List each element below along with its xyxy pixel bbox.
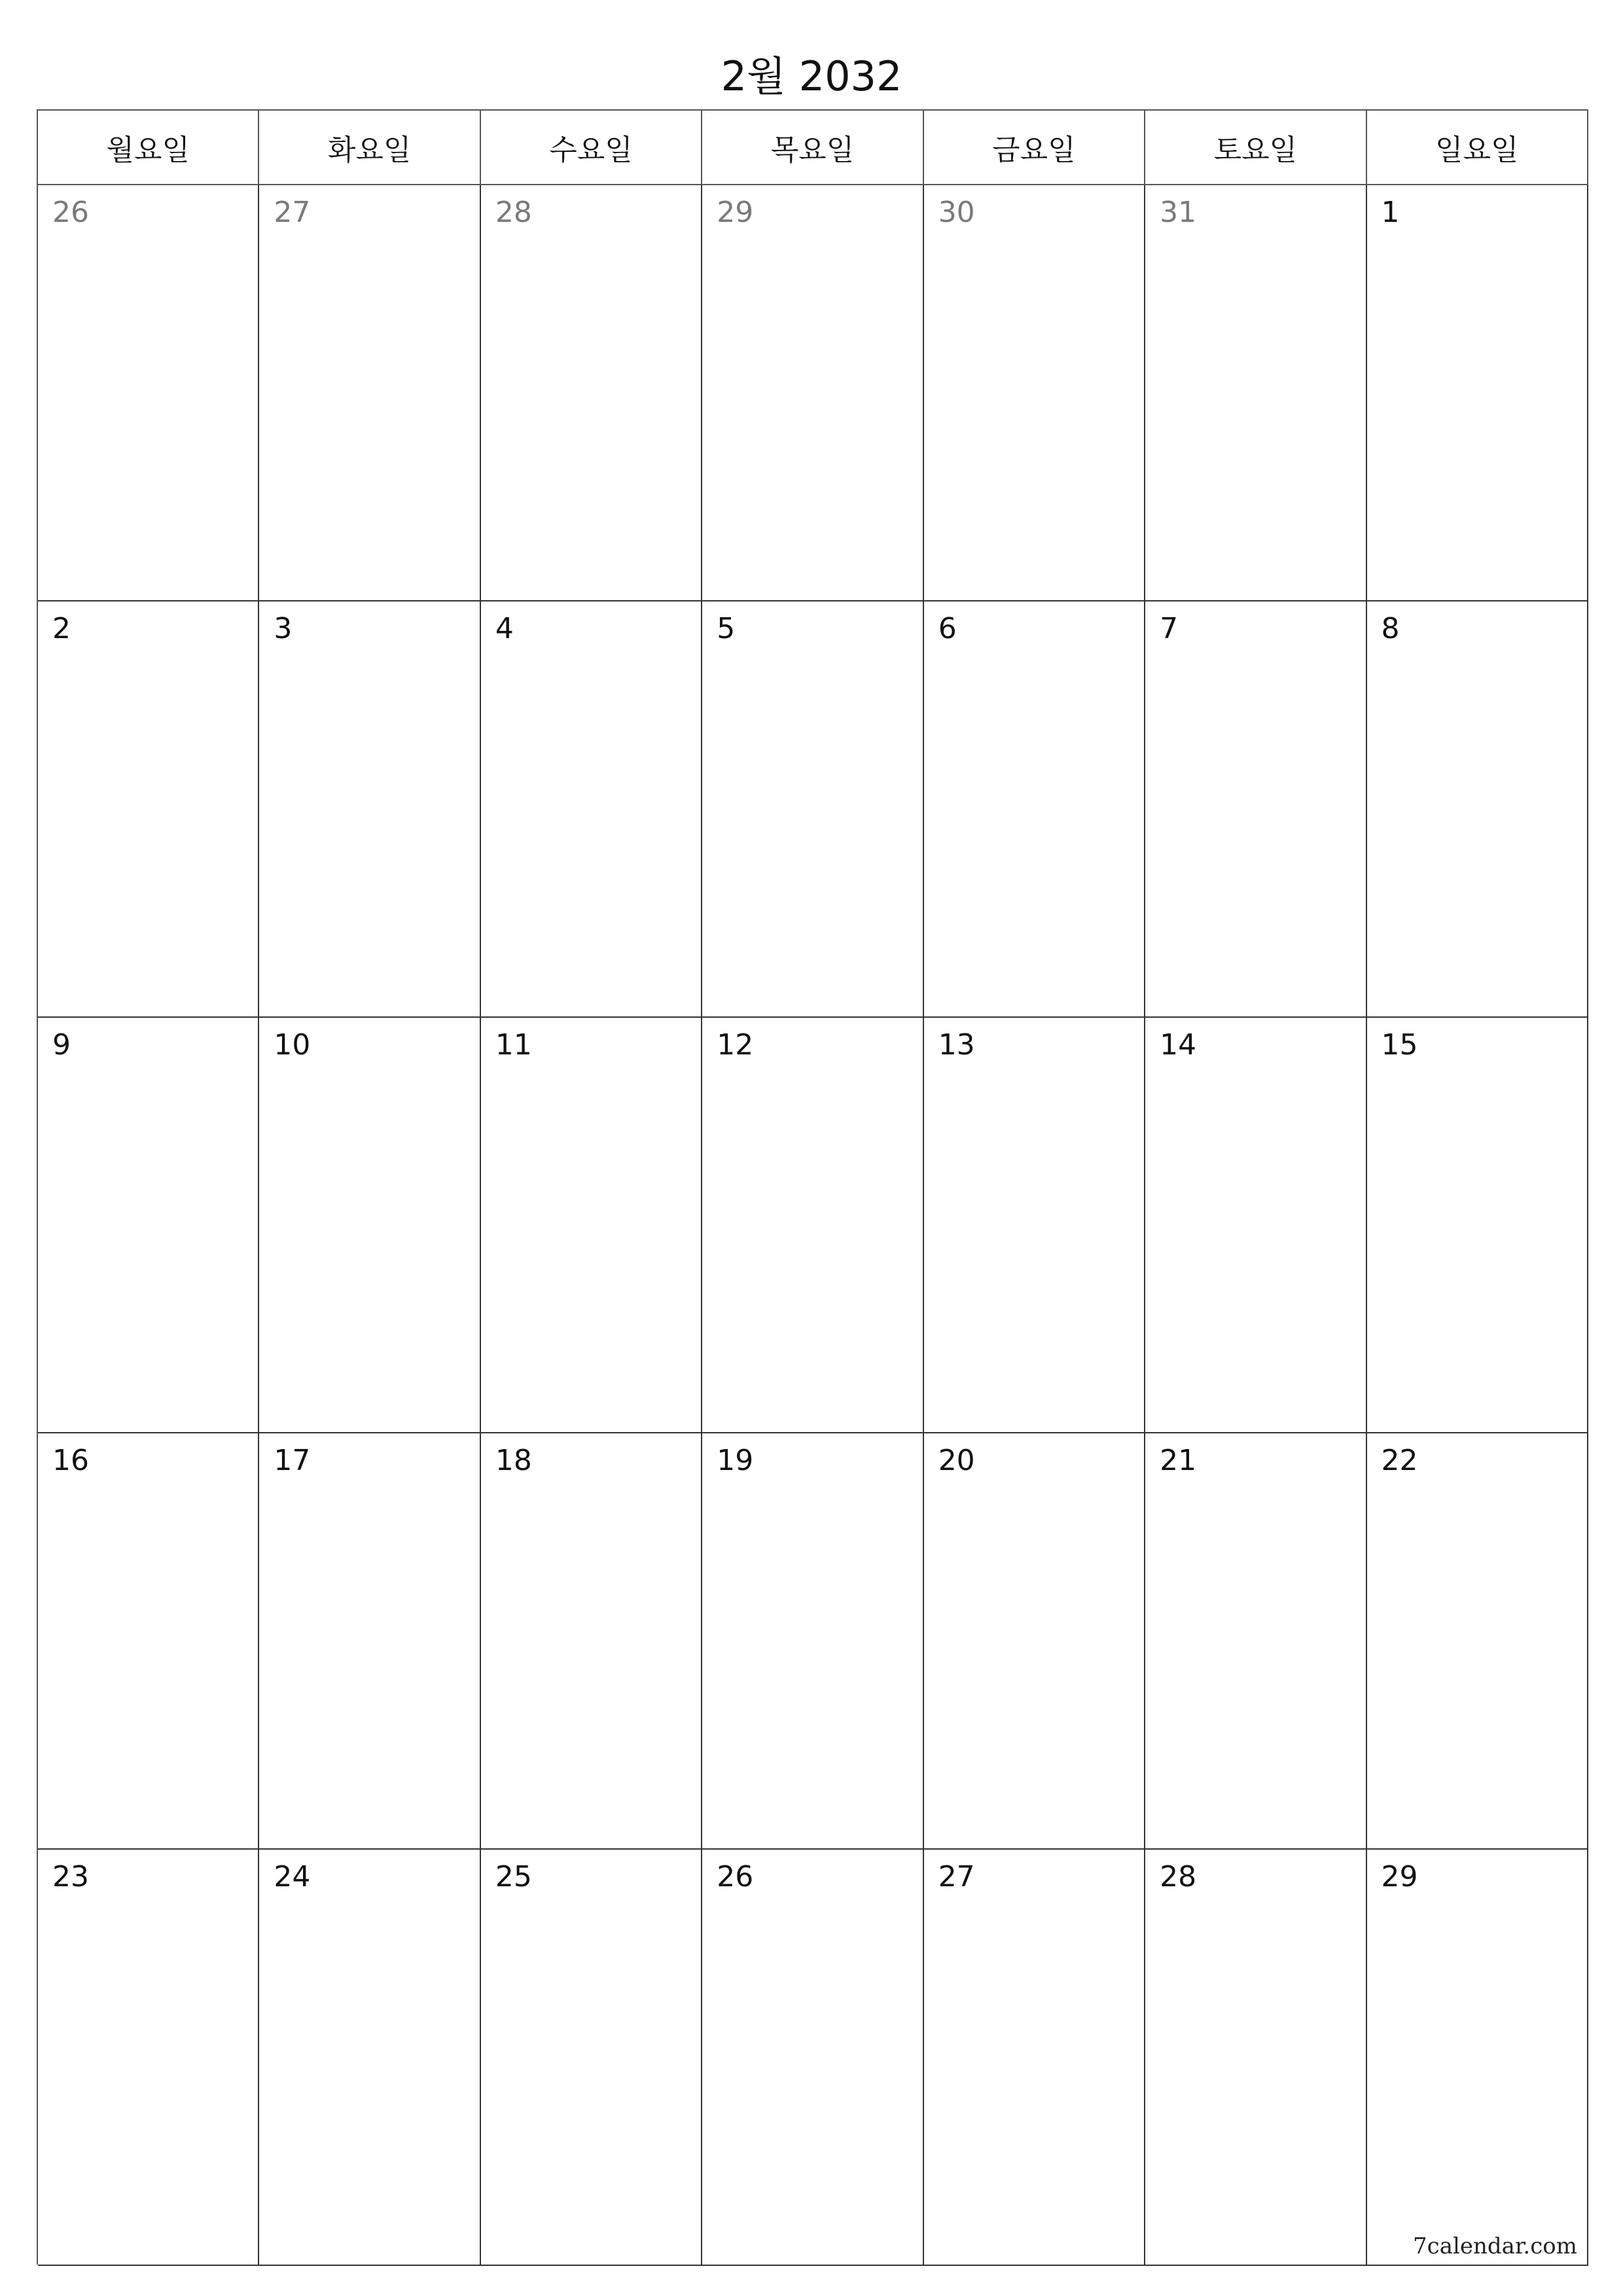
day-number: 4 (495, 611, 514, 645)
weekday-header-row (38, 111, 1588, 185)
day-cell[interactable] (1145, 185, 1366, 601)
week-row (38, 601, 1588, 1018)
day-cell[interactable] (38, 1433, 259, 1850)
day-number: 5 (717, 611, 736, 645)
day-number: 27 (938, 1860, 975, 1894)
day-number: 10 (274, 1028, 311, 1062)
calendar-grid (37, 109, 1588, 2265)
week-row (38, 1850, 1588, 2266)
day-cell[interactable] (702, 601, 923, 1018)
day-cell[interactable] (1145, 1433, 1366, 1850)
day-cell[interactable] (259, 601, 480, 1018)
day-number: 18 (495, 1444, 532, 1478)
day-cell[interactable] (38, 601, 259, 1018)
day-number-outside-month: 29 (717, 196, 754, 229)
day-cell[interactable] (924, 1850, 1145, 2266)
weekday-header-monday: 월요일 (38, 111, 259, 185)
day-cell[interactable] (38, 1018, 259, 1434)
day-cell[interactable] (259, 1433, 480, 1850)
day-number: 8 (1381, 611, 1400, 645)
day-number-outside-month: 28 (495, 196, 532, 229)
day-cell[interactable] (1367, 1850, 1588, 2266)
day-cell[interactable] (1367, 185, 1588, 601)
day-number: 2 (52, 611, 71, 645)
day-number: 17 (274, 1444, 311, 1478)
day-cell[interactable] (1145, 601, 1366, 1018)
day-number: 7 (1160, 611, 1179, 645)
weekday-header-sunday: 일요일 (1367, 111, 1588, 185)
day-cell[interactable] (481, 1018, 702, 1434)
day-number: 16 (52, 1444, 89, 1478)
day-number-outside-month: 26 (52, 196, 89, 229)
day-number: 21 (1160, 1444, 1197, 1478)
day-cell[interactable] (702, 185, 923, 601)
day-cell[interactable] (1367, 1018, 1588, 1434)
day-number: 11 (495, 1028, 532, 1062)
day-number: 24 (274, 1860, 311, 1894)
day-number: 28 (1160, 1860, 1197, 1894)
day-cell[interactable] (259, 1018, 480, 1434)
week-row (38, 1018, 1588, 1434)
day-cell[interactable] (1145, 1018, 1366, 1434)
day-number: 13 (938, 1028, 975, 1062)
weekday-header-saturday: 토요일 (1145, 111, 1366, 185)
day-cell[interactable] (924, 185, 1145, 601)
week-row (38, 185, 1588, 601)
day-number-outside-month: 31 (1160, 196, 1197, 229)
day-number: 22 (1381, 1444, 1418, 1478)
week-row (38, 1433, 1588, 1850)
day-number: 12 (717, 1028, 754, 1062)
footer-credit: 7calendar.com (1413, 2233, 1577, 2259)
day-cell[interactable] (1367, 1433, 1588, 1850)
day-number-outside-month: 27 (274, 196, 311, 229)
day-number: 6 (938, 611, 957, 645)
day-cell[interactable] (259, 185, 480, 601)
day-cell[interactable] (481, 1433, 702, 1850)
day-cell[interactable] (702, 1850, 923, 2266)
day-number: 15 (1381, 1028, 1418, 1062)
day-cell[interactable] (924, 1433, 1145, 1850)
weekday-header-thursday: 목요일 (702, 111, 923, 185)
page-title: 2월 2032 (721, 52, 902, 100)
day-number: 9 (52, 1028, 71, 1062)
day-cell[interactable] (924, 601, 1145, 1018)
day-cell[interactable] (481, 1850, 702, 2266)
day-cell[interactable] (702, 1018, 923, 1434)
day-cell[interactable] (38, 185, 259, 601)
day-cell[interactable] (481, 185, 702, 601)
weeks-container (38, 185, 1588, 2266)
day-cell[interactable] (924, 1018, 1145, 1434)
day-number: 19 (717, 1444, 754, 1478)
day-cell[interactable] (1145, 1850, 1366, 2266)
weekday-header-friday: 금요일 (924, 111, 1145, 185)
day-number: 14 (1160, 1028, 1197, 1062)
day-cell[interactable] (702, 1433, 923, 1850)
day-number: 29 (1381, 1860, 1418, 1894)
day-number: 20 (938, 1444, 975, 1478)
day-number-outside-month: 30 (938, 196, 975, 229)
day-number: 26 (717, 1860, 754, 1894)
day-cell[interactable] (38, 1850, 259, 2266)
day-cell[interactable] (259, 1850, 480, 2266)
weekday-header-tuesday: 화요일 (259, 111, 480, 185)
day-number: 3 (274, 611, 293, 645)
day-cell[interactable] (1367, 601, 1588, 1018)
weekday-header-wednesday: 수요일 (481, 111, 702, 185)
day-cell[interactable] (481, 601, 702, 1018)
day-number: 23 (52, 1860, 89, 1894)
day-number: 25 (495, 1860, 532, 1894)
day-number: 1 (1381, 196, 1400, 229)
